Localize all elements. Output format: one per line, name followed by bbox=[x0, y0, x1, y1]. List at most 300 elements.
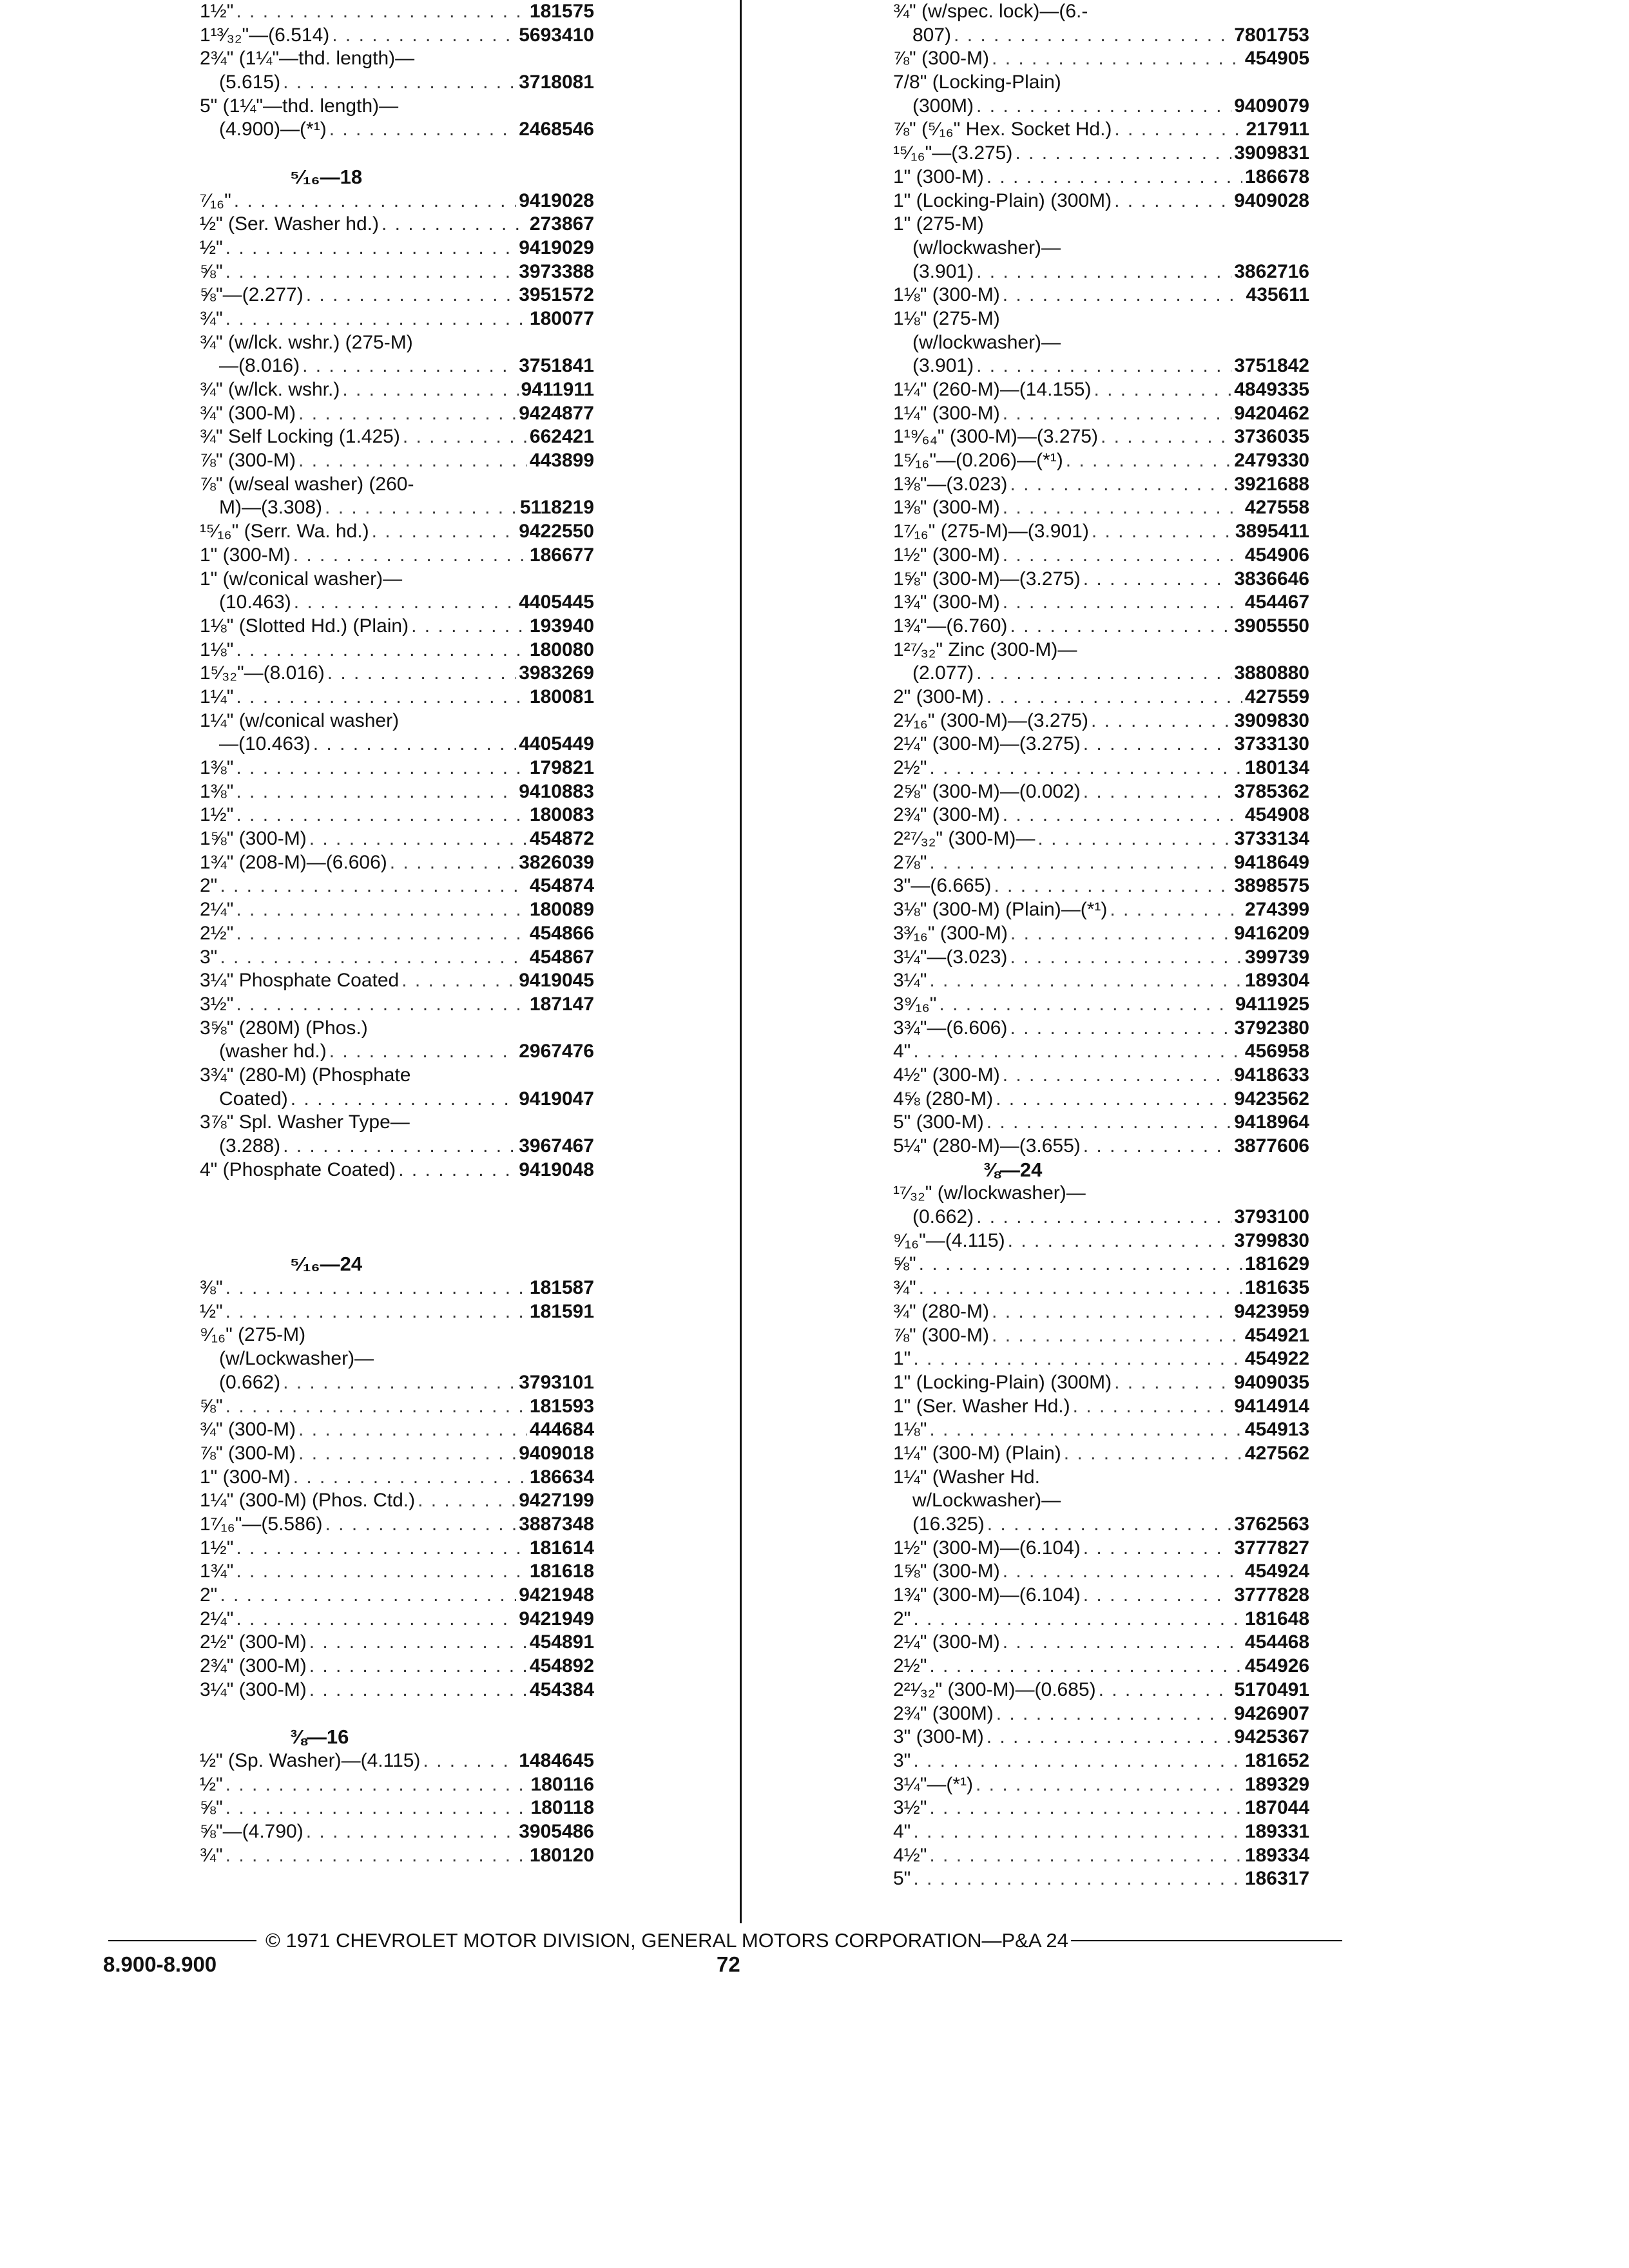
entry-description: 2¼" (300-M)—(3.275) bbox=[893, 733, 1081, 755]
entry-description: 1⅛" (Slotted Hd.) (Plain) bbox=[200, 615, 409, 637]
dot-leader bbox=[1083, 733, 1231, 756]
entry-description: (300M) bbox=[912, 95, 974, 117]
part-number: 181635 bbox=[1244, 1277, 1309, 1299]
part-number: 3909830 bbox=[1234, 709, 1309, 731]
part-number: 3905486 bbox=[519, 1820, 594, 1842]
entry-description: (10.463) bbox=[219, 591, 291, 613]
entry-description: 3" (300-M) bbox=[893, 1726, 984, 1748]
dot-leader bbox=[929, 1796, 1242, 1820]
part-number: 187147 bbox=[529, 993, 594, 1015]
dot-leader bbox=[1073, 1395, 1232, 1419]
column-divider bbox=[740, 0, 742, 1923]
entry-description: 1⅝" (300-M) bbox=[200, 828, 307, 850]
part-number: 454922 bbox=[1244, 1348, 1309, 1370]
part-number: 454908 bbox=[1244, 804, 1309, 826]
dot-leader bbox=[919, 1276, 1242, 1300]
parts-entry bbox=[893, 1300, 1309, 1324]
section-heading: ⁵⁄₁₆—18 bbox=[290, 165, 363, 188]
parts-entry bbox=[200, 95, 594, 142]
parts-entry bbox=[893, 402, 1309, 426]
entry-description: ⅞" (⁵⁄₁₆" Hex. Socket Hd.) bbox=[893, 119, 1112, 140]
part-number: 9418649 bbox=[1234, 851, 1309, 873]
spacer bbox=[200, 1702, 594, 1725]
part-number: 9425367 bbox=[1234, 1726, 1309, 1748]
dot-leader bbox=[1099, 1678, 1232, 1702]
part-number: 180116 bbox=[530, 1773, 594, 1795]
dot-leader bbox=[236, 686, 527, 709]
entry-description: 1" (Locking-Plain) (300M) bbox=[893, 189, 1112, 211]
entry-description: (3.901) bbox=[912, 355, 974, 377]
dot-leader bbox=[1003, 284, 1244, 307]
parts-entry bbox=[200, 544, 594, 568]
parts-entry bbox=[893, 213, 1309, 284]
dot-leader bbox=[1010, 946, 1242, 970]
part-number: 9421948 bbox=[519, 1584, 594, 1606]
entry-description: 3¼"—(*¹) bbox=[893, 1773, 973, 1795]
parts-entry bbox=[893, 284, 1309, 307]
entry-description: ¹⁵⁄₁₆"—(3.275) bbox=[893, 142, 1013, 164]
parts-entry bbox=[200, 1442, 594, 1466]
part-number: 9409079 bbox=[1234, 95, 1309, 117]
part-number: 181575 bbox=[529, 1, 594, 22]
entry-description: 3⅞" Spl. Washer Type— bbox=[200, 1111, 410, 1133]
entry-description: ⅞" (300-M) bbox=[200, 1442, 296, 1464]
part-number: 3973388 bbox=[519, 260, 594, 282]
entry-description: 5¼" (280-M)—(3.655) bbox=[893, 1135, 1081, 1157]
parts-entry bbox=[200, 1158, 594, 1182]
parts-entry bbox=[200, 1820, 594, 1844]
parts-entry bbox=[893, 1725, 1309, 1749]
parts-entry bbox=[200, 1300, 594, 1324]
dot-leader bbox=[291, 1088, 516, 1111]
parts-entry bbox=[893, 1253, 1309, 1276]
entry-description: 1¾" (208-M)—(6.606) bbox=[200, 851, 387, 873]
part-number: 3762563 bbox=[1234, 1514, 1309, 1535]
parts-entry bbox=[200, 520, 594, 544]
entry-description: ¾" Self Locking (1.425) bbox=[200, 426, 400, 448]
dot-leader bbox=[1064, 1442, 1242, 1466]
entry-description: 4" bbox=[893, 1041, 911, 1062]
dot-leader bbox=[309, 1678, 527, 1702]
dot-leader bbox=[293, 1466, 527, 1490]
part-number: 181614 bbox=[529, 1537, 594, 1559]
part-number: 3862716 bbox=[1234, 260, 1309, 282]
entry-description: 1¼" (300-M) (Plain) bbox=[893, 1442, 1061, 1464]
parts-entry bbox=[200, 898, 594, 922]
part-number: 399739 bbox=[1244, 946, 1309, 968]
part-number: 5118219 bbox=[519, 497, 594, 519]
parts-entry bbox=[893, 874, 1309, 898]
dot-leader bbox=[403, 425, 527, 449]
part-number: 180077 bbox=[529, 307, 594, 329]
dot-leader bbox=[1010, 473, 1231, 497]
entry-description: ⅞" (w/seal washer) (260- bbox=[200, 473, 414, 495]
entry-description: 3¼" bbox=[893, 970, 927, 992]
parts-entry bbox=[893, 1844, 1309, 1868]
entry-description: 1⅜" (300-M) bbox=[893, 497, 1000, 519]
dot-leader bbox=[298, 1418, 527, 1442]
part-number: 3887348 bbox=[519, 1513, 594, 1535]
parts-entry bbox=[893, 307, 1309, 378]
part-number: 273867 bbox=[529, 213, 594, 235]
part-number: 9410883 bbox=[519, 780, 594, 802]
part-number: 3895411 bbox=[1235, 521, 1309, 543]
part-number: 9418633 bbox=[1234, 1064, 1309, 1086]
dot-leader bbox=[987, 1111, 1232, 1135]
parts-entry bbox=[200, 0, 594, 24]
parts-entry bbox=[200, 1017, 594, 1064]
dot-leader bbox=[1101, 425, 1231, 449]
dot-leader bbox=[398, 1158, 516, 1182]
entry-description: 2¼" bbox=[200, 899, 234, 921]
parts-entry bbox=[893, 709, 1309, 733]
entry-description: ¹⁷⁄₃₂" (w/lockwasher)— bbox=[893, 1182, 1086, 1204]
parts-entry bbox=[893, 1395, 1309, 1419]
part-number: 181648 bbox=[1244, 1608, 1309, 1629]
section-heading: ⅜—24 bbox=[983, 1158, 1043, 1181]
part-number: 2479330 bbox=[1234, 450, 1309, 472]
entry-description: 1½" (300-M)—(6.104) bbox=[893, 1537, 1081, 1559]
right-column bbox=[893, 0, 1309, 1891]
part-number: 181591 bbox=[529, 1300, 594, 1322]
parts-entry bbox=[893, 1466, 1309, 1537]
entry-description: 1½" (300-M) bbox=[893, 544, 1000, 566]
parts-entry bbox=[893, 449, 1309, 473]
parts-entry bbox=[893, 1749, 1309, 1773]
parts-entry bbox=[200, 874, 594, 898]
dot-leader bbox=[401, 969, 516, 993]
dot-leader bbox=[1003, 1631, 1242, 1655]
entry-description: 3" bbox=[893, 1749, 911, 1771]
dot-leader bbox=[236, 1537, 527, 1561]
dot-leader bbox=[1092, 520, 1233, 544]
entry-description: Coated) bbox=[219, 1088, 288, 1110]
entry-description: 1⅜" bbox=[200, 757, 234, 778]
part-number: 9419029 bbox=[519, 236, 594, 258]
dot-leader bbox=[994, 874, 1231, 898]
part-number: 180080 bbox=[529, 639, 594, 660]
entry-description: (w/lockwasher)— bbox=[912, 331, 1061, 353]
entry-description: ⅝" bbox=[200, 1797, 223, 1819]
dot-leader bbox=[423, 1749, 516, 1773]
dot-leader bbox=[226, 1844, 527, 1868]
part-number: 3718081 bbox=[519, 72, 594, 93]
dot-leader bbox=[306, 284, 516, 307]
entry-description: 2¼" bbox=[200, 1608, 234, 1629]
parts-entry bbox=[893, 827, 1309, 851]
entry-description: (w/Lockwasher)— bbox=[219, 1348, 374, 1370]
part-number: 9416209 bbox=[1234, 922, 1309, 944]
entry-description: 1¼" (w/conical washer) bbox=[200, 709, 400, 731]
parts-entry bbox=[200, 213, 594, 236]
part-number: 9409018 bbox=[519, 1442, 594, 1464]
entry-description: 2¹⁄₁₆" (300-M)—(3.275) bbox=[893, 709, 1088, 731]
dot-leader bbox=[226, 1395, 527, 1419]
entry-description: ½" bbox=[200, 1300, 223, 1322]
parts-entry bbox=[200, 449, 594, 473]
dot-leader bbox=[913, 1347, 1242, 1371]
parts-entry bbox=[893, 756, 1309, 780]
dot-leader bbox=[976, 1773, 1242, 1797]
entry-description: ¾" (300-M) bbox=[200, 402, 296, 424]
dot-leader bbox=[987, 166, 1242, 189]
dot-leader bbox=[283, 1371, 516, 1395]
parts-entry bbox=[200, 756, 594, 780]
part-number: 9411925 bbox=[1235, 993, 1309, 1015]
entry-description: 1¾" bbox=[200, 1561, 234, 1582]
dot-leader bbox=[220, 1584, 516, 1608]
dot-leader bbox=[1083, 1584, 1231, 1608]
dot-leader bbox=[976, 1206, 1231, 1229]
entry-description: 2²⁷⁄₃₂" (300-M)— bbox=[893, 828, 1036, 850]
parts-entry bbox=[893, 1418, 1309, 1442]
entry-description: 1⁵⁄₁₆"—(0.206)—(*¹) bbox=[893, 450, 1063, 472]
part-number: 193940 bbox=[529, 615, 594, 637]
entry-description: ¹⁵⁄₁₆" (Serr. Wa. hd.) bbox=[200, 521, 369, 543]
parts-entry bbox=[200, 946, 594, 970]
part-number: 454924 bbox=[1244, 1561, 1309, 1582]
part-number: 179821 bbox=[529, 757, 594, 778]
entry-description: 1⁷⁄₁₆"—(5.586) bbox=[200, 1513, 323, 1535]
part-number: 274399 bbox=[1244, 899, 1309, 921]
parts-entry bbox=[200, 1395, 594, 1419]
dot-leader bbox=[1003, 591, 1242, 615]
entry-description: 3"—(6.665) bbox=[893, 875, 992, 897]
part-number: 217911 bbox=[1246, 119, 1309, 140]
dot-leader bbox=[929, 1655, 1242, 1678]
dot-leader bbox=[236, 803, 527, 827]
part-number: 3785362 bbox=[1234, 780, 1309, 802]
dot-leader bbox=[294, 591, 516, 615]
dot-leader bbox=[1003, 402, 1232, 426]
dot-leader bbox=[298, 402, 516, 426]
part-number: 180089 bbox=[529, 899, 594, 921]
entry-description: 7/8" (Locking-Plain) bbox=[893, 72, 1061, 93]
parts-entry bbox=[200, 1773, 594, 1797]
part-number: 3877606 bbox=[1234, 1135, 1309, 1157]
dot-leader bbox=[220, 946, 527, 970]
dot-leader bbox=[913, 1820, 1242, 1844]
part-number: 180134 bbox=[1244, 757, 1309, 778]
parts-entry bbox=[893, 1088, 1309, 1111]
part-number: 3751841 bbox=[519, 355, 594, 377]
part-number: 3826039 bbox=[519, 851, 594, 873]
entry-description: ¾" (280-M) bbox=[893, 1300, 990, 1322]
entry-description: 4" (Phosphate Coated) bbox=[200, 1158, 396, 1180]
part-number: 3777827 bbox=[1234, 1537, 1309, 1559]
dot-leader bbox=[913, 1040, 1242, 1064]
entry-description: ¾" bbox=[893, 1277, 916, 1299]
entry-description: ⁷⁄₁₆" bbox=[200, 189, 231, 211]
entry-description: ¾" bbox=[200, 307, 223, 329]
entry-description: 1¾"—(6.760) bbox=[893, 615, 1008, 637]
parts-entry bbox=[893, 496, 1309, 520]
parts-entry bbox=[893, 568, 1309, 591]
entry-description: (2.077) bbox=[912, 662, 974, 684]
parts-entry bbox=[893, 969, 1309, 993]
dot-leader bbox=[929, 756, 1242, 780]
parts-entry bbox=[200, 1418, 594, 1442]
dot-leader bbox=[992, 1300, 1231, 1324]
dot-leader bbox=[992, 47, 1242, 71]
dot-leader bbox=[236, 756, 527, 780]
entry-description: ¾" (300-M) bbox=[200, 1419, 296, 1441]
parts-entry bbox=[893, 1324, 1309, 1348]
dot-leader bbox=[1003, 1560, 1242, 1584]
part-number: 3733130 bbox=[1234, 733, 1309, 755]
part-number: 3733134 bbox=[1234, 828, 1309, 850]
parts-entry bbox=[200, 1064, 594, 1111]
entry-description: 3³⁄₁₆" (300-M) bbox=[893, 922, 1008, 944]
part-number: 1484645 bbox=[519, 1749, 594, 1771]
parts-entry bbox=[893, 733, 1309, 756]
parts-entry bbox=[200, 827, 594, 851]
entry-description: 4½" bbox=[893, 1844, 927, 1866]
part-number: 180118 bbox=[530, 1797, 594, 1819]
parts-entry bbox=[200, 851, 594, 875]
dot-leader bbox=[913, 1867, 1242, 1891]
entry-description: 1½" bbox=[200, 1, 234, 22]
dot-leader bbox=[306, 1820, 516, 1844]
dot-leader bbox=[390, 851, 516, 875]
footer-rule-right bbox=[1071, 1940, 1342, 1941]
part-number: 5693410 bbox=[519, 24, 594, 46]
parts-entry bbox=[200, 1749, 594, 1773]
part-number: 4849335 bbox=[1234, 379, 1309, 400]
dot-leader bbox=[1037, 827, 1231, 851]
part-number: 189331 bbox=[1244, 1820, 1309, 1842]
parts-entry bbox=[893, 639, 1309, 686]
dot-leader bbox=[976, 354, 1231, 378]
dot-leader bbox=[976, 662, 1231, 686]
parts-entry bbox=[893, 1773, 1309, 1797]
parts-entry bbox=[200, 615, 594, 639]
parts-entry bbox=[200, 1655, 594, 1678]
parts-entry bbox=[893, 1820, 1309, 1844]
parts-entry bbox=[893, 1347, 1309, 1371]
dot-leader bbox=[226, 236, 517, 260]
entry-description: ⅝" bbox=[200, 260, 223, 282]
entry-description: 2½" bbox=[893, 757, 927, 778]
part-number: 181618 bbox=[529, 1561, 594, 1582]
part-number: 9421949 bbox=[519, 1608, 594, 1629]
dot-leader bbox=[954, 24, 1231, 48]
parts-entry bbox=[893, 1702, 1309, 1726]
parts-entry bbox=[200, 568, 594, 615]
entry-description: 1" bbox=[893, 1348, 911, 1370]
page-range: 8.900-8.900 bbox=[103, 1952, 217, 1976]
dot-leader bbox=[332, 24, 516, 48]
part-number: 181629 bbox=[1244, 1253, 1309, 1275]
entry-description: ⅜" bbox=[200, 1277, 223, 1299]
entry-description: 3½" bbox=[200, 993, 234, 1015]
parts-entry bbox=[200, 1489, 594, 1513]
parts-entry bbox=[893, 544, 1309, 568]
entry-description: (w/lockwasher)— bbox=[912, 236, 1061, 258]
entry-description: w/Lockwasher)— bbox=[912, 1490, 1061, 1512]
dot-leader bbox=[929, 851, 1231, 875]
part-number: 9427199 bbox=[519, 1490, 594, 1512]
entry-description: 1¼" (Washer Hd. bbox=[893, 1466, 1040, 1488]
entry-description: 4" bbox=[893, 1820, 911, 1842]
part-number: 9419045 bbox=[519, 970, 594, 992]
dot-leader bbox=[283, 71, 516, 95]
part-number: 427558 bbox=[1244, 497, 1309, 519]
part-number: 456958 bbox=[1244, 1041, 1309, 1062]
dot-leader bbox=[236, 780, 516, 804]
part-number: 9419047 bbox=[519, 1088, 594, 1110]
part-number: 5170491 bbox=[1234, 1678, 1309, 1700]
parts-entry bbox=[893, 898, 1309, 922]
part-number: 189329 bbox=[1244, 1773, 1309, 1795]
part-number: 3799830 bbox=[1234, 1229, 1309, 1251]
parts-entry bbox=[893, 1371, 1309, 1395]
entry-description: (4.900)—(*¹) bbox=[219, 119, 327, 140]
part-number: 9422550 bbox=[519, 521, 594, 543]
footer-rule-left bbox=[108, 1940, 256, 1941]
part-number: 3777828 bbox=[1234, 1584, 1309, 1606]
dot-leader bbox=[283, 1135, 516, 1158]
entry-description: 1⅛" (275-M) bbox=[893, 307, 1000, 329]
entry-description: ⅞" (300-M) bbox=[893, 1324, 990, 1346]
entry-description: 2½" (300-M) bbox=[200, 1631, 307, 1653]
dot-leader bbox=[987, 1513, 1231, 1537]
entry-description: ⅝"—(4.790) bbox=[200, 1820, 304, 1842]
dot-leader bbox=[226, 1796, 528, 1820]
parts-entry bbox=[893, 189, 1309, 213]
dot-leader bbox=[1003, 544, 1242, 568]
part-number: 9420462 bbox=[1234, 402, 1309, 424]
entry-description: 3¾"—(6.606) bbox=[893, 1017, 1008, 1039]
entry-description: 1" (275-M) bbox=[893, 213, 984, 235]
part-number: 454926 bbox=[1244, 1655, 1309, 1677]
part-number: 4405445 bbox=[519, 591, 594, 613]
parts-entry bbox=[200, 709, 594, 756]
entry-description: 3⅛" (300-M) (Plain)—(*¹) bbox=[893, 899, 1108, 921]
parts-entry bbox=[200, 1513, 594, 1537]
parts-entry bbox=[200, 639, 594, 662]
parts-entry bbox=[893, 1796, 1309, 1820]
entry-description: (16.325) bbox=[912, 1514, 985, 1535]
dot-leader bbox=[381, 213, 527, 236]
parts-entry bbox=[893, 851, 1309, 875]
part-number: 9423562 bbox=[1234, 1088, 1309, 1110]
dot-leader bbox=[987, 1725, 1232, 1749]
part-number: 454872 bbox=[529, 828, 594, 850]
part-number: 9409028 bbox=[1234, 189, 1309, 211]
dot-leader bbox=[236, 0, 527, 24]
entry-description: (3.288) bbox=[219, 1135, 281, 1157]
parts-entry bbox=[893, 1655, 1309, 1678]
section-heading: ⁵⁄₁₆—24 bbox=[290, 1253, 363, 1276]
parts-entry bbox=[893, 591, 1309, 615]
dot-leader bbox=[226, 307, 527, 331]
entry-description: ½" (Sp. Washer)—(4.115) bbox=[200, 1749, 421, 1771]
entry-description: —(10.463) bbox=[219, 733, 311, 755]
entry-description: 1¼" bbox=[200, 686, 234, 707]
entry-description: 807) bbox=[912, 24, 952, 46]
entry-description: ¾" (w/lck. wshr.) bbox=[200, 379, 340, 400]
part-number: 7801753 bbox=[1234, 24, 1309, 46]
entry-description: 2" bbox=[200, 1584, 218, 1606]
dot-leader bbox=[226, 1276, 527, 1300]
parts-entry bbox=[893, 71, 1309, 118]
part-number: 3921688 bbox=[1234, 473, 1309, 495]
part-number: 454892 bbox=[529, 1655, 594, 1677]
part-number: 3751842 bbox=[1234, 355, 1309, 377]
dot-leader bbox=[1066, 449, 1232, 473]
parts-entry bbox=[893, 166, 1309, 189]
